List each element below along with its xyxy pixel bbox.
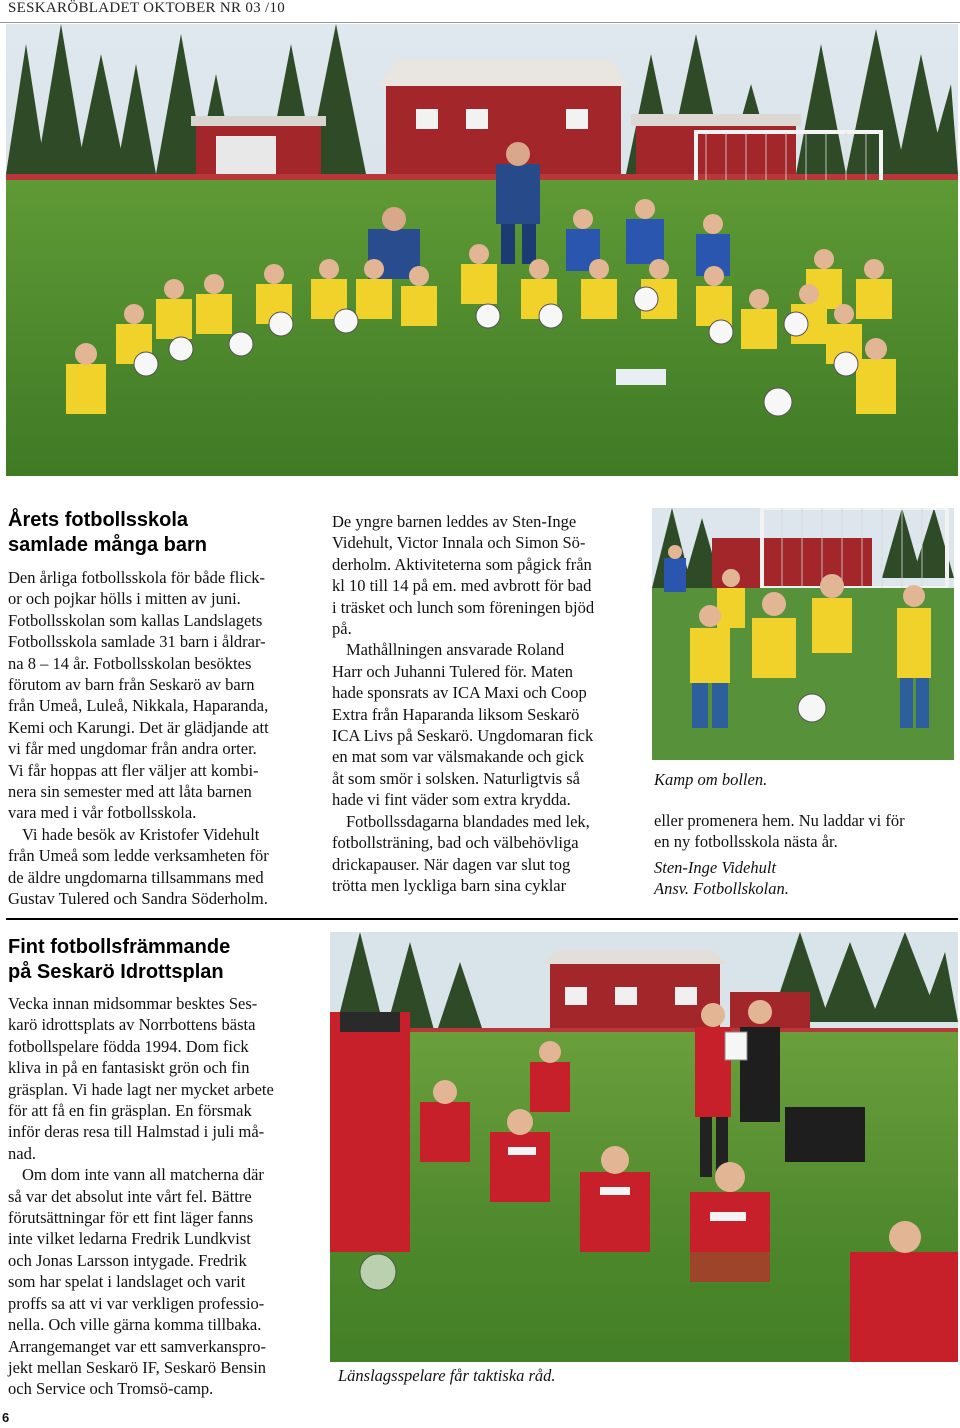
article1-column2 — [332, 511, 630, 896]
text-line: Mathållningen ansvarade Roland — [346, 640, 565, 660]
text-line: nera sin semester med att låta barnen — [8, 782, 252, 802]
article1-column1 — [8, 567, 308, 910]
text-line: åt som smör i solsken. Naturligtvis så — [332, 768, 580, 788]
text-line: nella. Och ville gärna komma tillbaka. — [8, 1315, 262, 1335]
text-line: på. — [332, 619, 352, 639]
text-line: Fotbollsskolan som kallas Landslagets — [8, 610, 263, 630]
text-line: karö idrottsplats av Norrbottens bästa — [8, 1015, 256, 1035]
text-line: kliva in på en fantasiskt grön och fin — [8, 1058, 250, 1078]
page-number: 6 — [2, 1410, 10, 1425]
text-line: Harr och Juhanni Tulered för. Maten — [332, 661, 574, 681]
photo-caption-kamp: Kamp om bollen. — [654, 770, 768, 789]
text-line: gräsplan. Vi hade lagt ner mycket arbete — [8, 1079, 274, 1099]
article1-column3 — [654, 810, 954, 900]
text-line: De yngre barnen leddes av Sten-Inge — [332, 512, 577, 531]
text-line: inte vilket ledarna Fredrik Lundkvist — [8, 1229, 251, 1249]
text-line: som har spelat i landslaget och varit — [8, 1272, 246, 1292]
signature-role: Ansv. Fotbollskolan. — [654, 879, 789, 899]
text-line: drickapauser. När dagen var slut tog — [332, 854, 571, 874]
text-line: derholm. Aktiviteterna som pågick från — [332, 554, 592, 574]
top-photo-group — [6, 24, 958, 476]
text-line: förutsättningar för ett fint läger fanns — [8, 1208, 254, 1228]
article1-title — [8, 508, 328, 558]
text-line: ICA Livs på Seskarö. Ungdomaran fick — [332, 726, 594, 746]
text-line: vara med i vår fotbollsskola. — [8, 803, 197, 823]
article1-title-line1: Årets fotbollsskola — [8, 509, 189, 531]
text-line: Gustav Tulered och Sandra Söderholm. — [8, 889, 268, 909]
text-line: hade vi fint väder som extra krydda. — [332, 790, 571, 810]
text-line: Arrangemanget var ett samverkanspro- — [8, 1336, 266, 1356]
text-line: och Jonas Larsson intygade. Fredrik — [8, 1250, 247, 1270]
text-line: en mat som var välsmakande och gick — [332, 747, 585, 767]
text-line: inför deras resa till Halmstad i juli må- — [8, 1122, 265, 1142]
text-line: Fotbollsskola samlade 31 barn i åldrar- — [8, 632, 266, 652]
text-line: Den årliga fotbollsskola för både flick- — [8, 568, 266, 587]
text-line: förutom av barn från Seskarö av barn — [8, 675, 255, 695]
article2-body — [8, 993, 310, 1400]
text-line: Kemi och Karungi. Det är glädjande att — [8, 717, 269, 737]
text-line: de äldre ungdomarna tillsammans med — [8, 867, 264, 887]
article1-title-line2: samlade många barn — [8, 534, 207, 556]
text-line: eller promenera hem. Nu laddar vi för — [654, 811, 905, 830]
text-line: kl 10 till 14 på em. med avbrott för bad — [332, 576, 592, 596]
text-line: från Umeå, Luleå, Nikkala, Haparanda, — [8, 696, 269, 716]
text-line: en ny fotbollsskola nästa år. — [654, 832, 838, 852]
article2-title-line2: på Seskarö Idrottsplan — [8, 961, 224, 983]
text-line: na 8 – 14 år. Fotbollsskolan besöktes — [8, 653, 252, 673]
header-rule — [0, 22, 960, 23]
text-line: hade sponsrats av ICA Maxi och Coop — [332, 683, 587, 703]
text-line: nad. — [8, 1143, 36, 1163]
photo-kids-ball — [652, 508, 954, 760]
text-line: Extra från Haparanda liksom Seskarö — [332, 704, 580, 724]
text-line: jekt mellan Seskarö IF, Seskarö Bensin — [8, 1357, 267, 1377]
article2-title — [8, 935, 328, 985]
text-line: proffs sa att vi var verkligen professio- — [8, 1293, 265, 1313]
signature-name: Sten-Inge Videhult — [654, 857, 777, 877]
text-line: för att få en fin gräsplan. En försmak — [8, 1101, 252, 1121]
text-line: vi får med ungdomar från andra orter. — [8, 739, 257, 759]
photo-county-team — [330, 932, 958, 1362]
text-line: och Service och Tromsö-camp. — [8, 1379, 214, 1399]
text-line: från Umeå som ledde verksamheten för — [8, 846, 269, 866]
text-line: trötta men lyckliga barn sina cyklar — [332, 875, 567, 895]
text-line: fotbollsträning, bad och välbehövliga — [332, 833, 579, 853]
section-divider — [6, 918, 958, 920]
text-line: Fotbollssdagarna blandades med lek, — [346, 811, 590, 831]
text-line: Vi hade besök av Kristofer Videhult — [22, 824, 260, 844]
text-line: Om dom inte vann all matcherna där — [22, 1165, 264, 1185]
text-line: i träsket och lunch som föreningen bjöd — [332, 597, 595, 617]
text-line: Vecka innan midsommar besktes Ses- — [8, 994, 258, 1013]
article2-title-line1: Fint fotbollsfrämmande — [8, 936, 231, 958]
text-line: Vi får hoppas att fler väljer att kombi- — [8, 760, 259, 780]
text-line: så var det absolut inte vårt fel. Bättre — [8, 1186, 252, 1206]
newspaper-header: SESKARÖBLADET OKTOBER NR 03 /10 — [8, 0, 286, 16]
text-line: Videhult, Victor Innala och Simon Sö- — [332, 533, 586, 553]
text-line: fotbollspelare födda 1994. Dom fick — [8, 1036, 249, 1056]
photo-caption-lanslag: Länslagsspelare får taktiska råd. — [338, 1366, 556, 1385]
text-line: or och pojkar hölls i mitten av juni. — [8, 589, 241, 609]
